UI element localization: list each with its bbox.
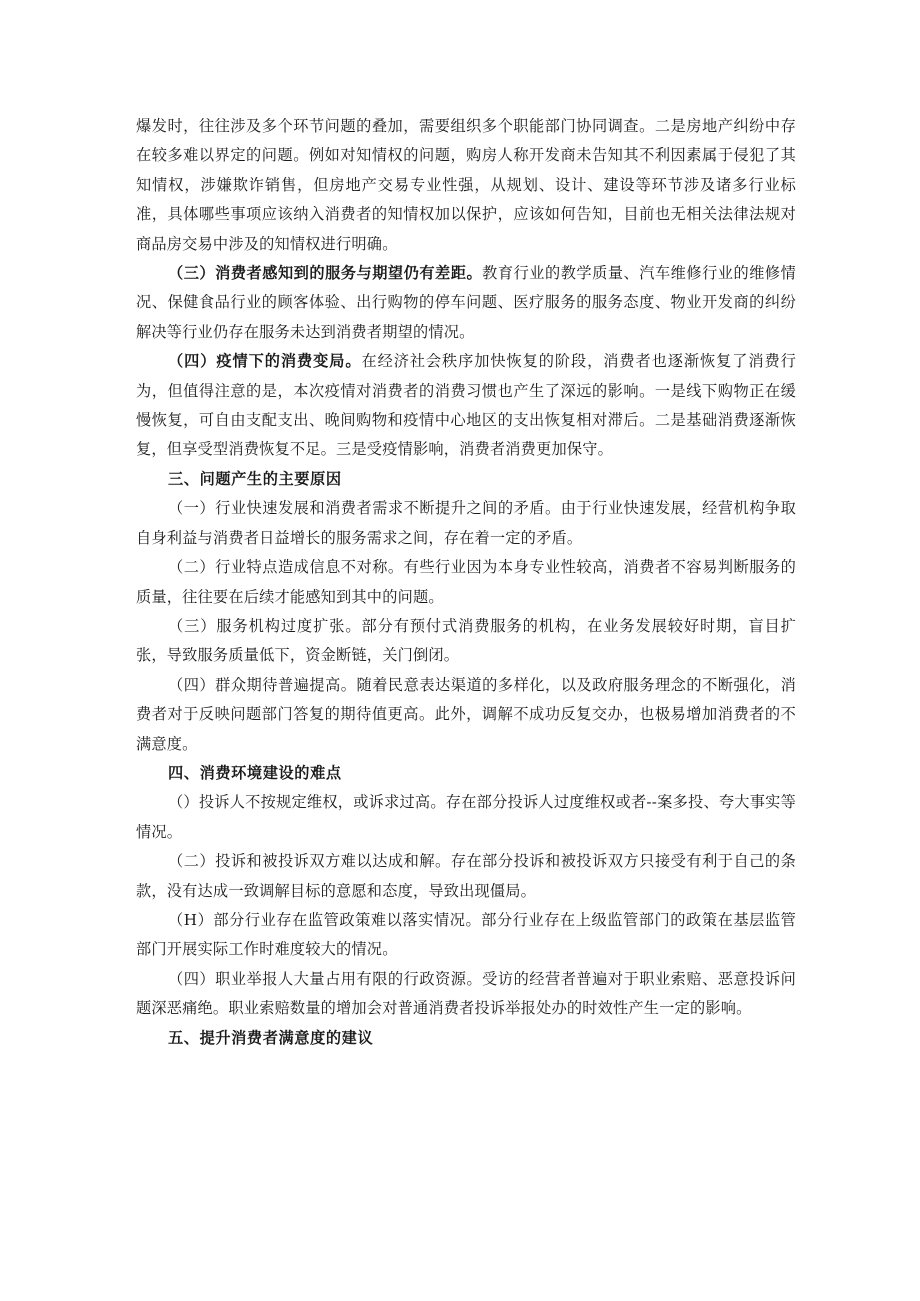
paragraph-body: 教育行业的教学质量、汽车维修行业的维修情况、保健食品行业的顾客体验、出行购物的停车问题、医疗服务的服务态度、物业开发商的纠纷解决等行业仍存在服务未达到消费者期望的情况。 bbox=[136, 264, 797, 341]
section-heading-suggestions: 五、提升消费者满意度的建议 bbox=[168, 1028, 374, 1047]
list-item: （四）职业举报人大量占用有限的行政资源。受访的经营者普遍对于职业索赔、恶意投诉问题深恶痛绝。职业索赔数量的增加会对普通消费者投诉举报处办的时效性产生一定的影响。 bbox=[136, 969, 796, 1018]
list-item: （）投诉人不按规定维权，或诉求过高。存在部分投诉人过度维权或者--案多投、夸大事实等情况。 bbox=[136, 793, 796, 841]
document-page bbox=[136, 112, 796, 1053]
list-item: （一）行业快速发展和消费者需求不断提升之间的矛盾。由于行业快速发展，经营机构争取自身利益与消费者日益增长的服务需求之间，存在着一定的矛盾。 bbox=[136, 499, 796, 547]
list-item: （二）投诉和被投诉双方难以达成和解。存在部分投诉和被投诉双方只接受有利于自己的条款，没有达成一致调解目标的意愿和态度，导致出现僵局。 bbox=[136, 852, 796, 900]
list-item: （三）服务机构过度扩张。部分有预付式消费服务的机构，在业务发展较好时期，盲目扩张，导致服务质量低下，资金断链，关门倒闭。 bbox=[136, 616, 796, 665]
section-heading-difficulties: 四、消费环境建设的难点 bbox=[168, 763, 342, 782]
paragraph-lead: （三）消费者感知到的服务与期望仍有差距。 bbox=[168, 264, 483, 283]
paragraph-continuation: 爆发时，往往涉及多个环节问题的叠加，需要组织多个职能部门协同调查。二是房地产纠纷中存在较多难以界定的问题。例如对知情权的问题，购房人称开发商未告知其不利因素属于侵犯了其知情权，涉嫌欺诈销售，但房地产交易专业性强，从规划、设计、建设等环节涉及诸多行业标准，具体哪些事项应该纳入消费者的知情权加以保护，应该如何告知，目前也无相关法律法规对商品房交易中涉及的知情权进行明确。 bbox=[136, 117, 796, 253]
list-item: （二）行业特点造成信息不对称。有些行业因为本身专业性较高，消费者不容易判断服务的质量，往往要在后续才能感知到其中的问题。 bbox=[136, 558, 796, 606]
paragraph-pandemic bbox=[136, 347, 796, 465]
paragraph-lead: （四）疫情下的消费变局。 bbox=[168, 352, 362, 371]
paragraph-body: 在经济社会秩序加快恢复的阶段，消费者也逐渐恢复了消费行为，但值得注意的是，本次疫情对消费者的消费习惯也产生了深远的影响。一是线下购物正在缓慢恢复，可自由支配支出、晚间购物和疫情中心地区的支出恢复相对滞后。二是基础消费逐渐恢复，但享受型消费恢复不足。三是受疫情影响，消费者消费更加保守。 bbox=[136, 352, 796, 459]
section-heading-causes: 三、问题产生的主要原因 bbox=[168, 469, 342, 488]
paragraph-service-gap bbox=[136, 259, 796, 347]
list-item: （H）部分行业存在监管政策难以落实情况。部分行业存在上级监管部门的政策在基层监管部门开展实际工作时难度较大的情况。 bbox=[136, 910, 796, 959]
list-item: （四）群众期待普遍提高。随着民意表达渠道的多样化，以及政府服务理念的不断强化，消费者对于反映问题部门答复的期待值更高。此外，调解不成功反复交办，也极易增加消费者的不满意度。 bbox=[136, 675, 796, 753]
